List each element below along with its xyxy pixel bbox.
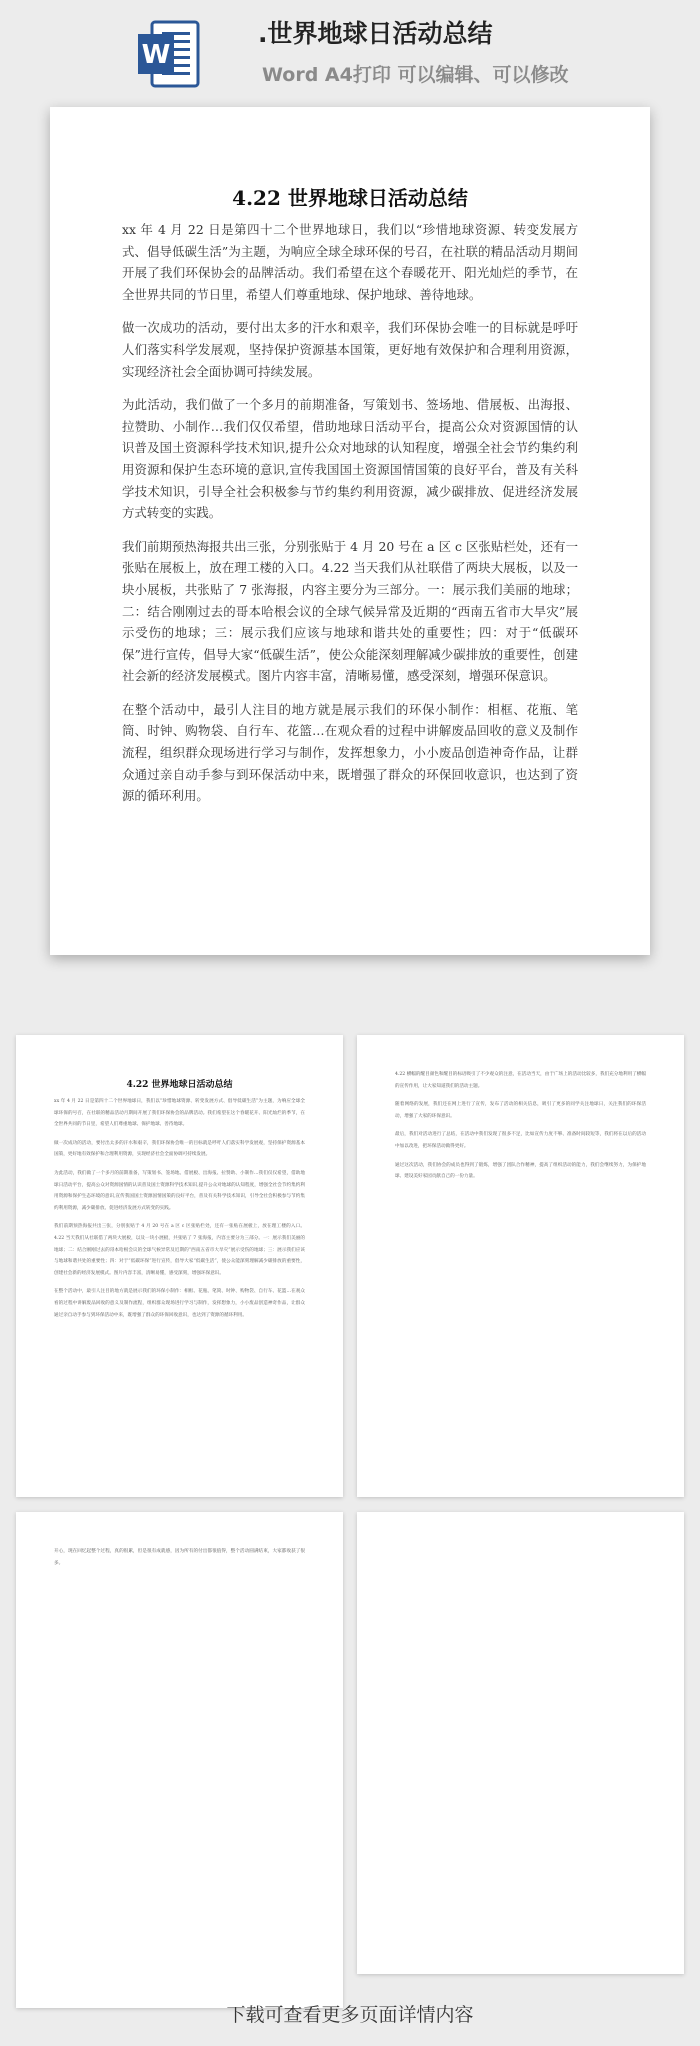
thumbnail-paragraph: 4.22 横幅的醒目颜色和醒目的标语吸引了不少观众的注意，在活动当天，由于广场上的活动比较多，我们充分地利用了横幅的宣传作用，让大家知道我们的活动主题。: [395, 1072, 646, 1089]
thumbnail-page-4[interactable]: [357, 1512, 684, 1974]
header-banner: [0, 0, 700, 100]
paragraph: 做一次成功的活动，要付出太多的汗水和艰辛，我们环保协会唯一的目标就是呼吁人们落实科学发展观，坚持保护资源基本国策，更好地有效保护和合理利用资源，实现经济社会全面协调可持续发展。: [122, 320, 578, 379]
doc-body: [122, 219, 578, 819]
thumbnail-paragraph: 随着网络的发展，我们还在网上进行了宣传，发布了活动的相关信息，吸引了更多的同学关注地球日，关注我们的环保活动，增强了大家的环保意识。: [395, 1102, 646, 1119]
thumbnail-paragraph: 做一次成功的活动，要付出太多的汗水和艰辛，我们环保协会唯一的目标就是呼吁人们落实科学发展观，坚持保护资源基本国策，更好地有效保护和合理利用资源，实现经济社会全面协调可持续发展。: [54, 1140, 305, 1158]
thumbnail-page-1[interactable]: [16, 1035, 343, 1497]
thumbnail-body: [357, 1069, 684, 1183]
paragraph: 我们前期预热海报共出三张，分别张贴于 4 月 20 号在 a 区 c 区张贴栏处，还有一张贴在展板上，放在理工楼的入口。4.22 当天我们从社联借了两块大展板，以及一块小展板，共张贴了 7 张海报，内容主要分为三部分。一：展示我们美丽的地球；二：结合刚刚过去的哥本哈根会议的全球气候异常及近期的“西南五省市大旱灾”展示受伤的地球；三：展示我们应该与地球和谐共处的重要性；四：对于“低碳环保”进行宣传，倡导大家“低碳生活”，使公众能深刻理解减少碳排放的重要性，创建社会新的经济发展模式。图片内容丰富，清晰易懂，感受深刻，增强环保意识。: [122, 538, 578, 684]
thumbnail-paragraph: 我们前期预热海报共出三张，分别张贴于 4 月 20 号在 a 区 c 区张贴栏处，还有一张贴在展板上，放在理工楼的入口。4.22 当天我们从社联借了两块大展板，以及一块小展板，共张贴了 7 张海报，内容主要分为三部分。一：展示我们美丽的地球；二：结合刚刚过去的哥本哈根会议的全球气候异常及近期的“西南五省市大旱灾”展示受伤的地球；三：展示我们应该与地球和谐共处的重要性；四：对于“低碳环保”进行宣传，倡导大家“低碳生活”，使公众能深刻理解减少碳排放的重要性，创建社会新的经济发展模式。图片内容丰富，清晰易懂，感受深刻，增强环保意识。: [54, 1224, 305, 1276]
thumbnail-page-3[interactable]: [16, 1512, 343, 2008]
thumbnail-paragraph: 通过这次活动，我们协会的成员也得到了锻炼，增强了团队合作精神，提高了组织活动的能力，我们会继续努力，为保护地球、建设美好家园贡献自己的一份力量。: [395, 1162, 646, 1180]
word-logo-letter: W: [141, 40, 171, 70]
paragraph: 在整个活动中，最引人注目的地方就是展示我们的环保小制作：相框、花瓶、笔筒、时钟、购物袋、自行车、花篮…在观众看的过程中讲解废品回收的意义及制作流程，组织群众现场进行学习与制作，发挥想象力，小小废品创造神奇作品，让群众通过亲自动手参与到环保活动中来，既增强了群众的环保回收意识，也达到了资源的循环利用。: [122, 701, 578, 804]
thumbnail-page-2[interactable]: [357, 1035, 684, 1497]
thumbnail-paragraph: 最后，我们对活动进行了总结，在活动中我们发现了很多不足，比如宣传力度不够、准备时间较短等，我们将在以后的活动中加以改进，把环保活动做得更好。: [395, 1132, 646, 1149]
thumbnail-paragraph: 开心，现在回忆起整个过程，真的很累，但是很有成就感，因为所有的付出都很值得，整个活动圆满结束，大家都收获了很多。: [54, 1549, 305, 1566]
document-page-1: [50, 107, 650, 955]
document-name: .世界地球日活动总结: [258, 19, 493, 48]
thumbnail-body: [16, 1546, 343, 1569]
word-document-icon: [138, 20, 200, 88]
paragraph: xx 年 4 月 22 日是第四十二个世界地球日，我们以“珍惜地球资源、转变发展方式、倡导低碳生活”为主题，为响应全球全球环保的号召，在社联的精品活动月期间开展了我们环保协会的品牌活动。我们希望在这个春暖花开、阳光灿烂的季节，在全世界共同的节日里，希望人们尊重地球、保护地球、善待地球。: [122, 222, 578, 302]
thumbnail-title: 4.22 世界地球日活动总结: [126, 1080, 233, 1090]
document-subtitle: Word A4打印 可以编辑、可以修改: [262, 64, 569, 86]
download-more-pages-link[interactable]: 下载可查看更多页面详情内容: [226, 2004, 474, 2026]
thumbnail-paragraph: xx 年 4 月 22 日是第四十二个世界地球日，我们以“珍惜地球资源、转变发展方式、倡导低碳生活”为主题，为响应全球全球环保的号召，在社联的精品活动月期间开展了我们环保协会的品牌活动。我们希望在这个春暖花开、阳光灿烂的季节，在全世界共同的节日里，希望人们尊重地球、保护地球、善待地球。: [54, 1099, 305, 1128]
doc-title: 4.22 世界地球日活动总结: [232, 186, 468, 210]
paragraph: 为此活动，我们做了一个多月的前期准备，写策划书、签场地、借展板、出海报、拉赞助、小制作…我们仅仅希望，借助地球日活动平台，提高公众对资源国情的认识普及国土资源科学技术知识,提升公众对地球的认知程度，增强全社会节约集约利用资源和保护生态环境的意识,宣传我国国土资源国情国策的良好平台，普及有关科学技术知识，引导全社会积极参与节约集约利用资源，减少碳排放、促进经济发展方式转变的实践。: [122, 397, 578, 521]
thumbnail-paragraph: 在整个活动中，最引人注目的地方就是展示我们的环保小制作：相框、花瓶、笔筒、时钟、购物袋、自行车、花篮…在观众看的过程中讲解废品回收的意义及制作流程，组织群众现场进行学习与制作，发挥想象力，小小废品创造神奇作品，让群众通过亲自动手参与到环保活动中来，既增强了群众的环保回收意识，也达到了资源的循环利用。: [54, 1289, 305, 1318]
thumbnail-paragraph: 为此活动，我们做了一个多月的前期准备，写策划书、签场地、借展板、出海报、拉赞助、小制作…我们仅仅希望，借助地球日活动平台，提高公众对资源国情的认识普及国土资源科学技术知识,提升公众对地球的认知程度，增强全社会节约集约利用资源和保护生态环境的意识,宣传我国国土资源国情国策的良好平台，普及有关科学技术知识，引导全社会积极参与节约集约利用资源，减少碳排放、促进经济发展方式转变的实践。: [54, 1170, 305, 1211]
thumbnail-body: [16, 1096, 343, 1321]
